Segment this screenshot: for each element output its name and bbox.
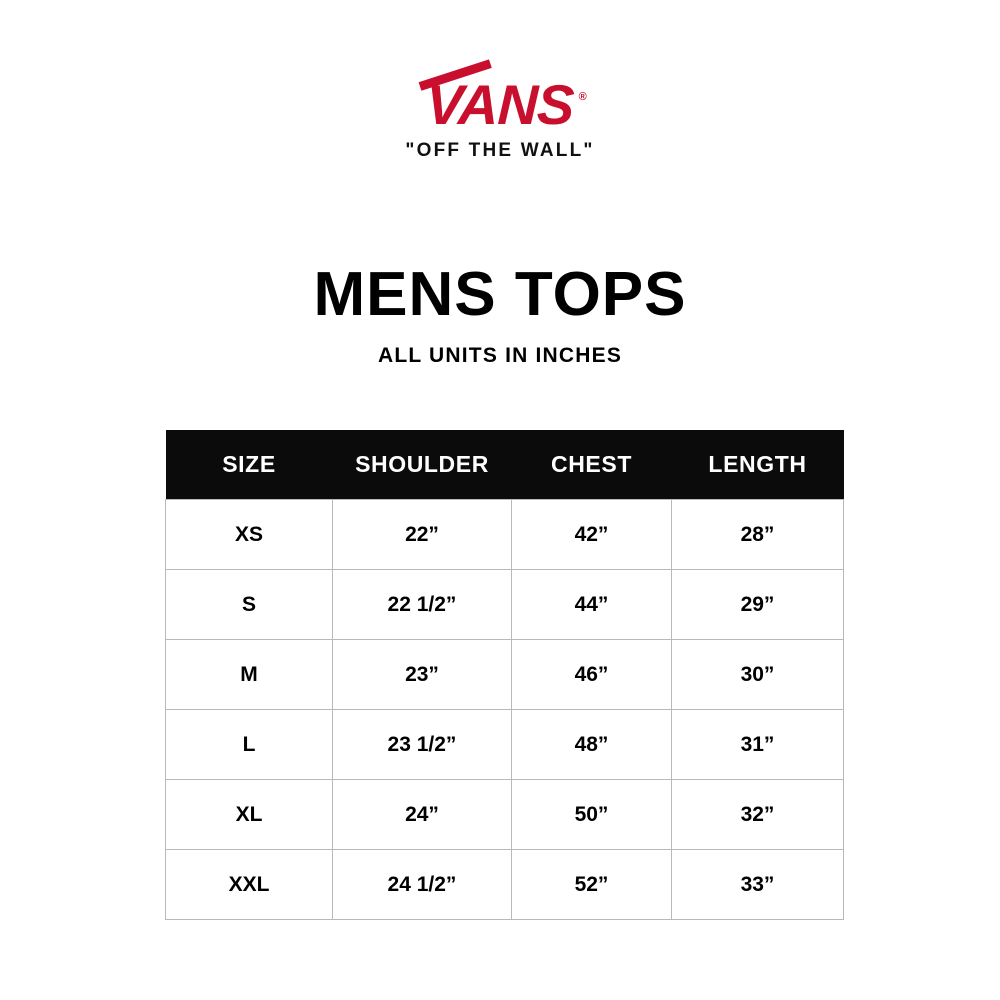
page-title: MENS TOPS xyxy=(313,260,687,329)
table-row xyxy=(166,500,844,570)
size-chart-table xyxy=(165,430,844,920)
cell-size: XL xyxy=(166,780,333,850)
cell-length: 31” xyxy=(672,710,844,780)
cell-size: XS xyxy=(166,500,333,570)
cell-chest: 44” xyxy=(512,570,672,640)
table-row xyxy=(166,570,844,640)
table-row xyxy=(166,710,844,780)
cell-size: M xyxy=(166,640,333,710)
table-header-row xyxy=(166,430,844,500)
column-header-chest: CHEST xyxy=(512,430,672,500)
vans-wordmark: VANS xyxy=(425,73,575,136)
cell-shoulder: 23” xyxy=(333,640,512,710)
cell-shoulder: 22 1/2” xyxy=(333,570,512,640)
cell-chest: 48” xyxy=(512,710,672,780)
column-header-size: SIZE xyxy=(166,430,333,500)
cell-length: 30” xyxy=(672,640,844,710)
cell-chest: 42” xyxy=(512,500,672,570)
size-chart-table-head xyxy=(166,430,844,500)
cell-chest: 46” xyxy=(512,640,672,710)
cell-size: L xyxy=(166,710,333,780)
page-subtitle: ALL UNITS IN INCHES xyxy=(377,344,623,367)
vans-logo xyxy=(425,73,587,136)
size-chart-table-container xyxy=(165,430,835,920)
cell-shoulder: 24” xyxy=(333,780,512,850)
cell-size: XXL xyxy=(166,850,333,920)
column-header-shoulder: SHOULDER xyxy=(333,430,512,500)
brand-block xyxy=(0,73,1000,162)
cell-length: 28” xyxy=(672,500,844,570)
table-row xyxy=(166,640,844,710)
cell-shoulder: 22” xyxy=(333,500,512,570)
column-header-length: LENGTH xyxy=(672,430,844,500)
cell-shoulder: 24 1/2” xyxy=(333,850,512,920)
cell-chest: 50” xyxy=(512,780,672,850)
cell-length: 32” xyxy=(672,780,844,850)
table-row xyxy=(166,850,844,920)
cell-shoulder: 23 1/2” xyxy=(333,710,512,780)
brand-tagline: "OFF THE WALL" xyxy=(405,140,595,161)
cell-chest: 52” xyxy=(512,850,672,920)
registered-trademark-icon: ® xyxy=(578,91,587,103)
cell-length: 33” xyxy=(672,850,844,920)
table-row xyxy=(166,780,844,850)
cell-size: S xyxy=(166,570,333,640)
size-chart-table-body xyxy=(166,500,844,920)
cell-length: 29” xyxy=(672,570,844,640)
